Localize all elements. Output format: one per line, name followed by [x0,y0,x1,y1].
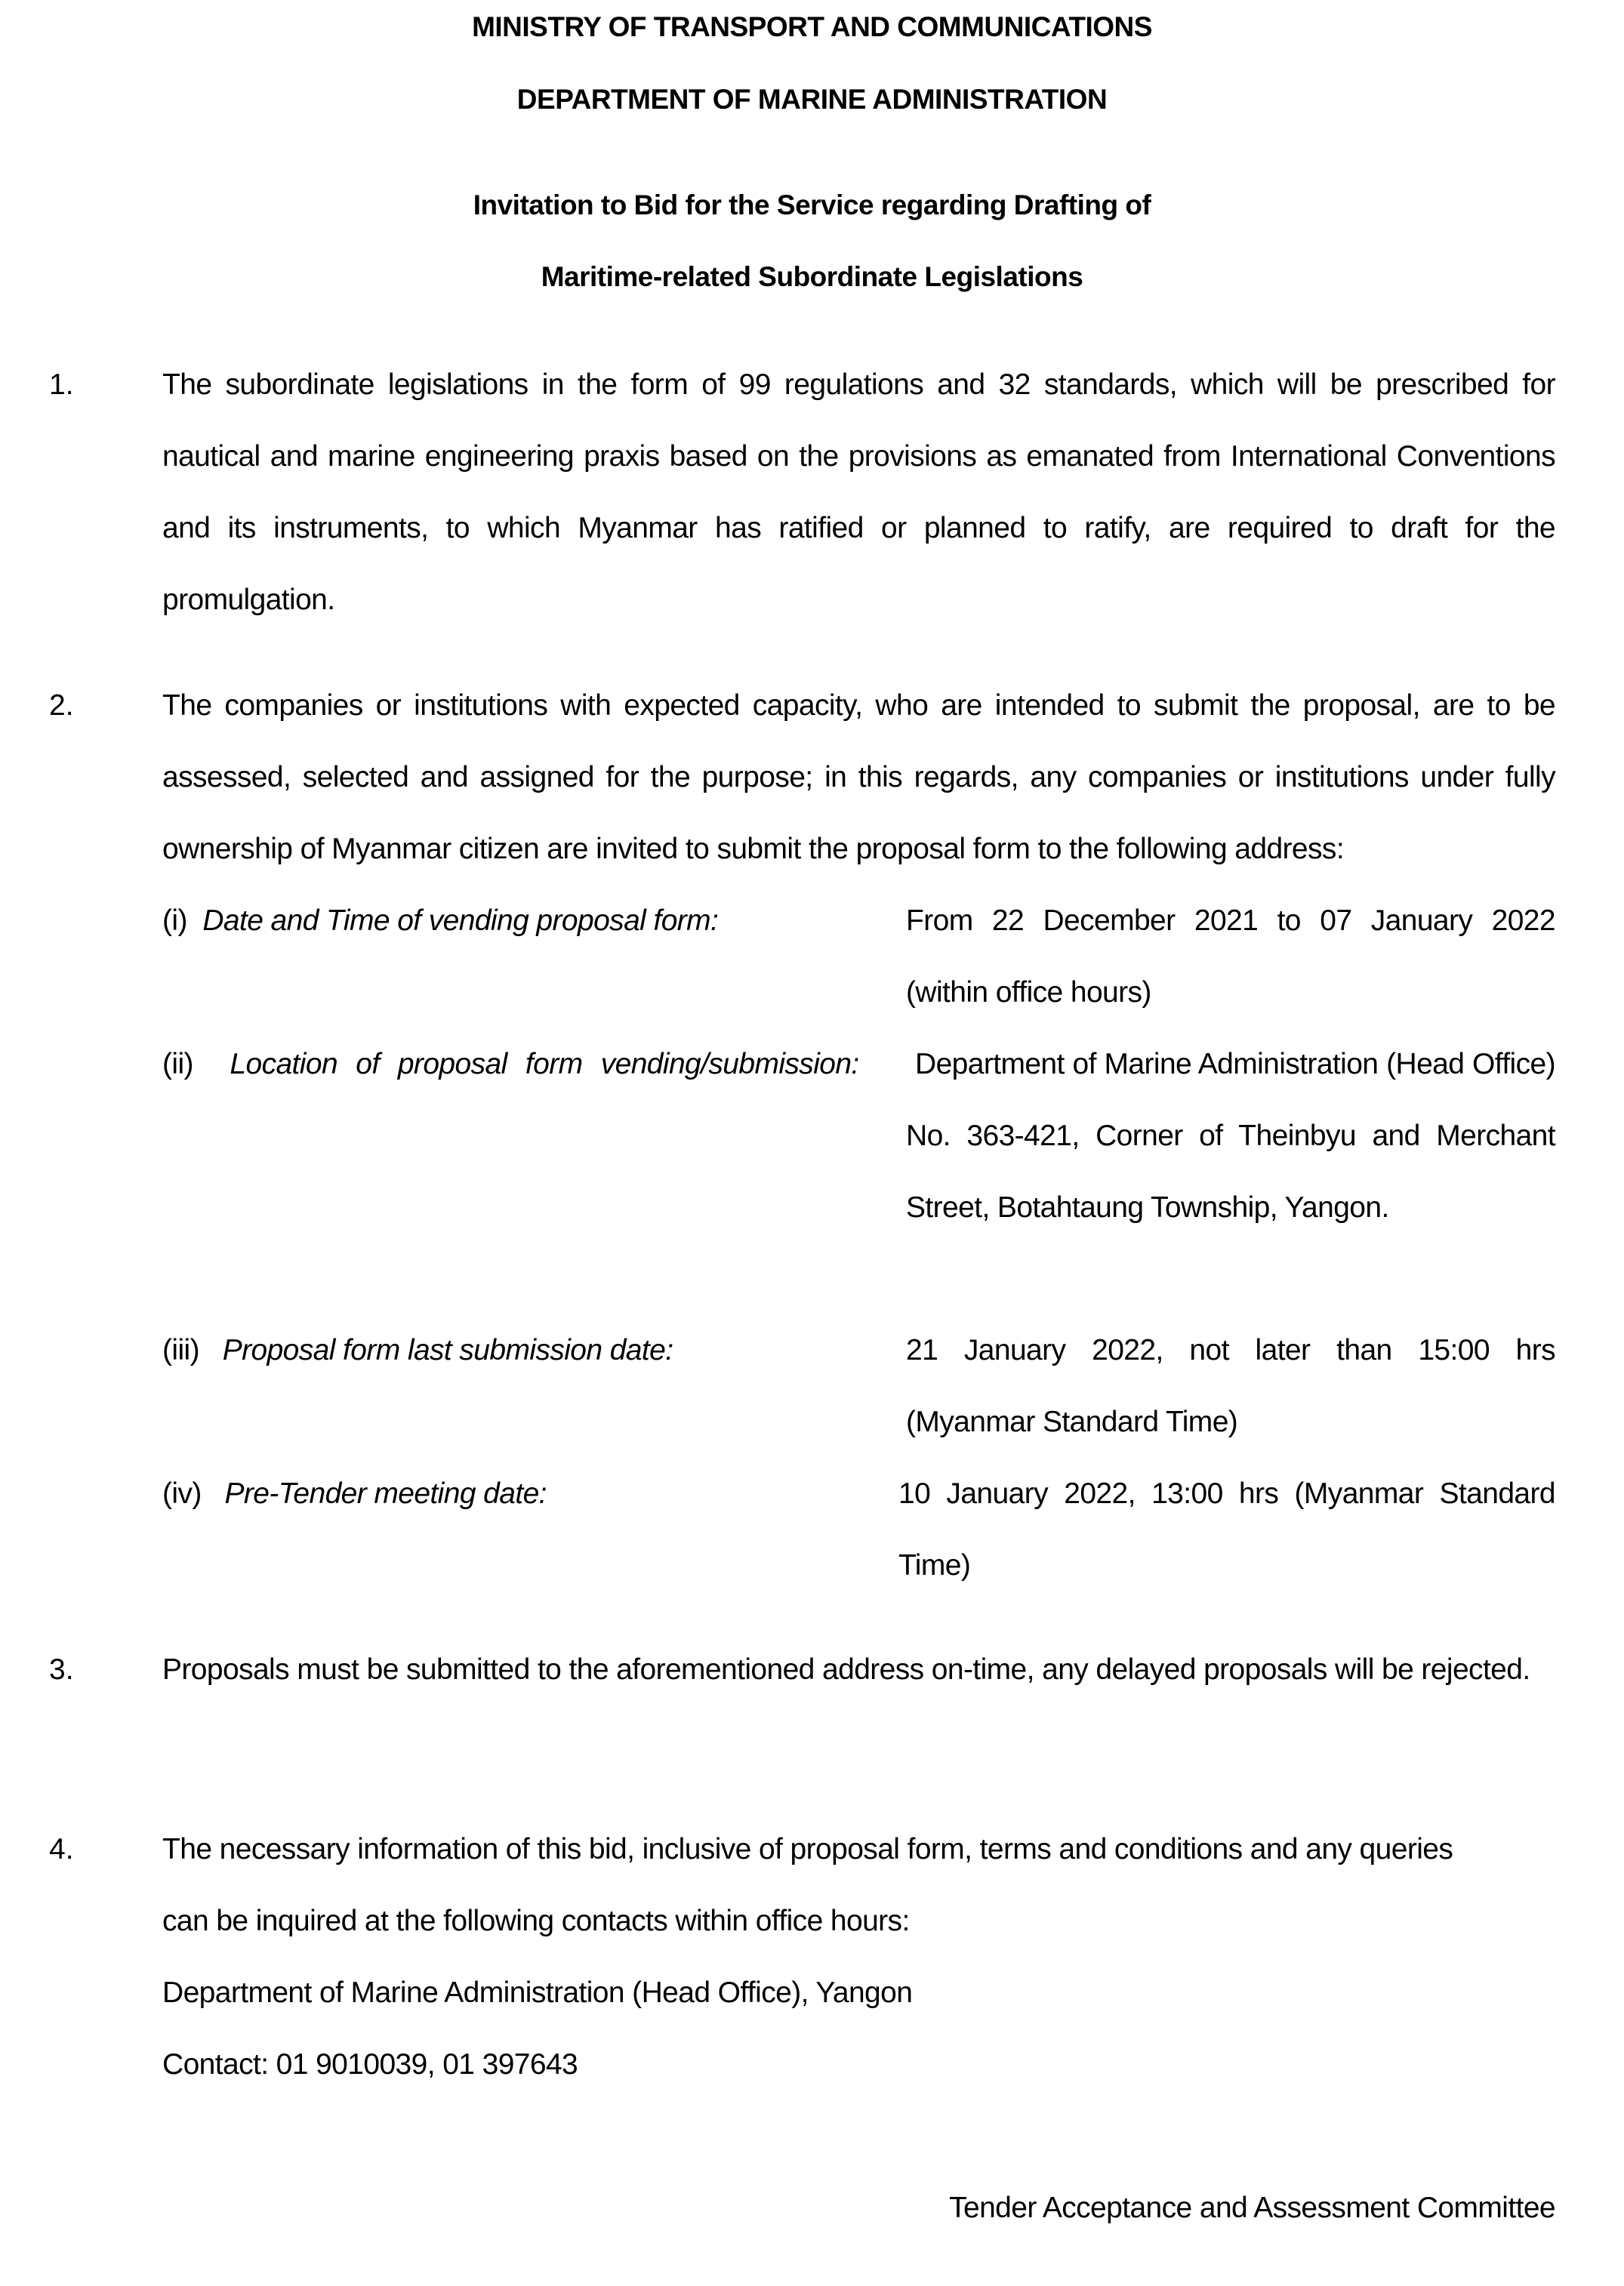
detail-label [162,1314,673,1386]
detail-value: 10 January 2022, 13:00 hrs (Myanmar Standard Time) [898,1477,1555,1582]
detail-marker: (iv) [162,1477,202,1510]
detail-label-text: Proposal form last submission date: [222,1334,673,1366]
paragraph-text: The subordinate legislations in the form of 99 regulations and 32 standards, which will be prescribed for nautical and marine engineering praxis based on the provisions as emanated from International Conventions and its instruments, to which Myanmar has ratified or planned to ratify, are required to draft for the promulgation. [162,368,1555,616]
contact-phones: Contact: 01 9010039, 01 397643 [162,2048,578,2081]
paragraph-number: 2. [49,689,74,722]
paragraph-number: 1. [49,368,74,401]
detail-marker: (ii) [162,1048,193,1080]
department-heading: DEPARTMENT OF MARINE ADMINISTRATION [516,84,1108,115]
title-line-2: Maritime-related Subordinate Legislations [541,261,1083,292]
title-line-1: Invitation to Bid for the Service regarding Drafting of [473,189,1151,220]
contact-office: Department of Marine Administration (Head Office), Yangon [162,1976,913,2009]
paragraph-text: The necessary information of this bid, inclusive of proposal form, terms and conditions and any queries can be inquired at the following contacts within office hours: [162,1833,1453,1937]
detail-label-text: Location of proposal form vending/submission: [230,1048,859,1080]
detail-label-text: Date and Time of vending proposal form: [202,904,719,937]
detail-label-text: Pre-Tender meeting date: [224,1477,547,1510]
paragraph-number: 4. [49,1833,74,1865]
detail-value: From 22 December 2021 to 07 January 2022 (within office hours) [906,904,1555,1009]
detail-label [162,1028,859,1100]
paragraph-text: Proposals must be submitted to the aforementioned address on-time, any delayed proposals will be rejected. [162,1653,1530,1686]
detail-marker: (i) [162,904,187,937]
detail-value: Department of Marine Administration (Head Office) No. 363-421, Corner of Theinbyu and Merchant Street, Botahtaung Township, Yangon. [906,1048,1555,1224]
detail-value: 21 January 2022, not later than 15:00 hrs (Myanmar Standard Time) [906,1334,1555,1438]
paragraph-number: 3. [49,1653,74,1686]
detail-label [162,1458,547,1530]
ministry-heading: MINISTRY OF TRANSPORT AND COMMUNICATIONS [472,11,1152,42]
detail-marker: (iii) [162,1334,199,1366]
detail-label [162,885,718,957]
signature-committee: Tender Acceptance and Assessment Committee [949,2192,1555,2224]
paragraph-text: The companies or institutions with expected capacity, who are intended to submit the proposal, are to be assessed, selected and assigned for the purpose; in this regards, any companies or institutions under fully ownership of Myanmar citizen are invited to submit the proposal form to the following address: [162,689,1555,865]
